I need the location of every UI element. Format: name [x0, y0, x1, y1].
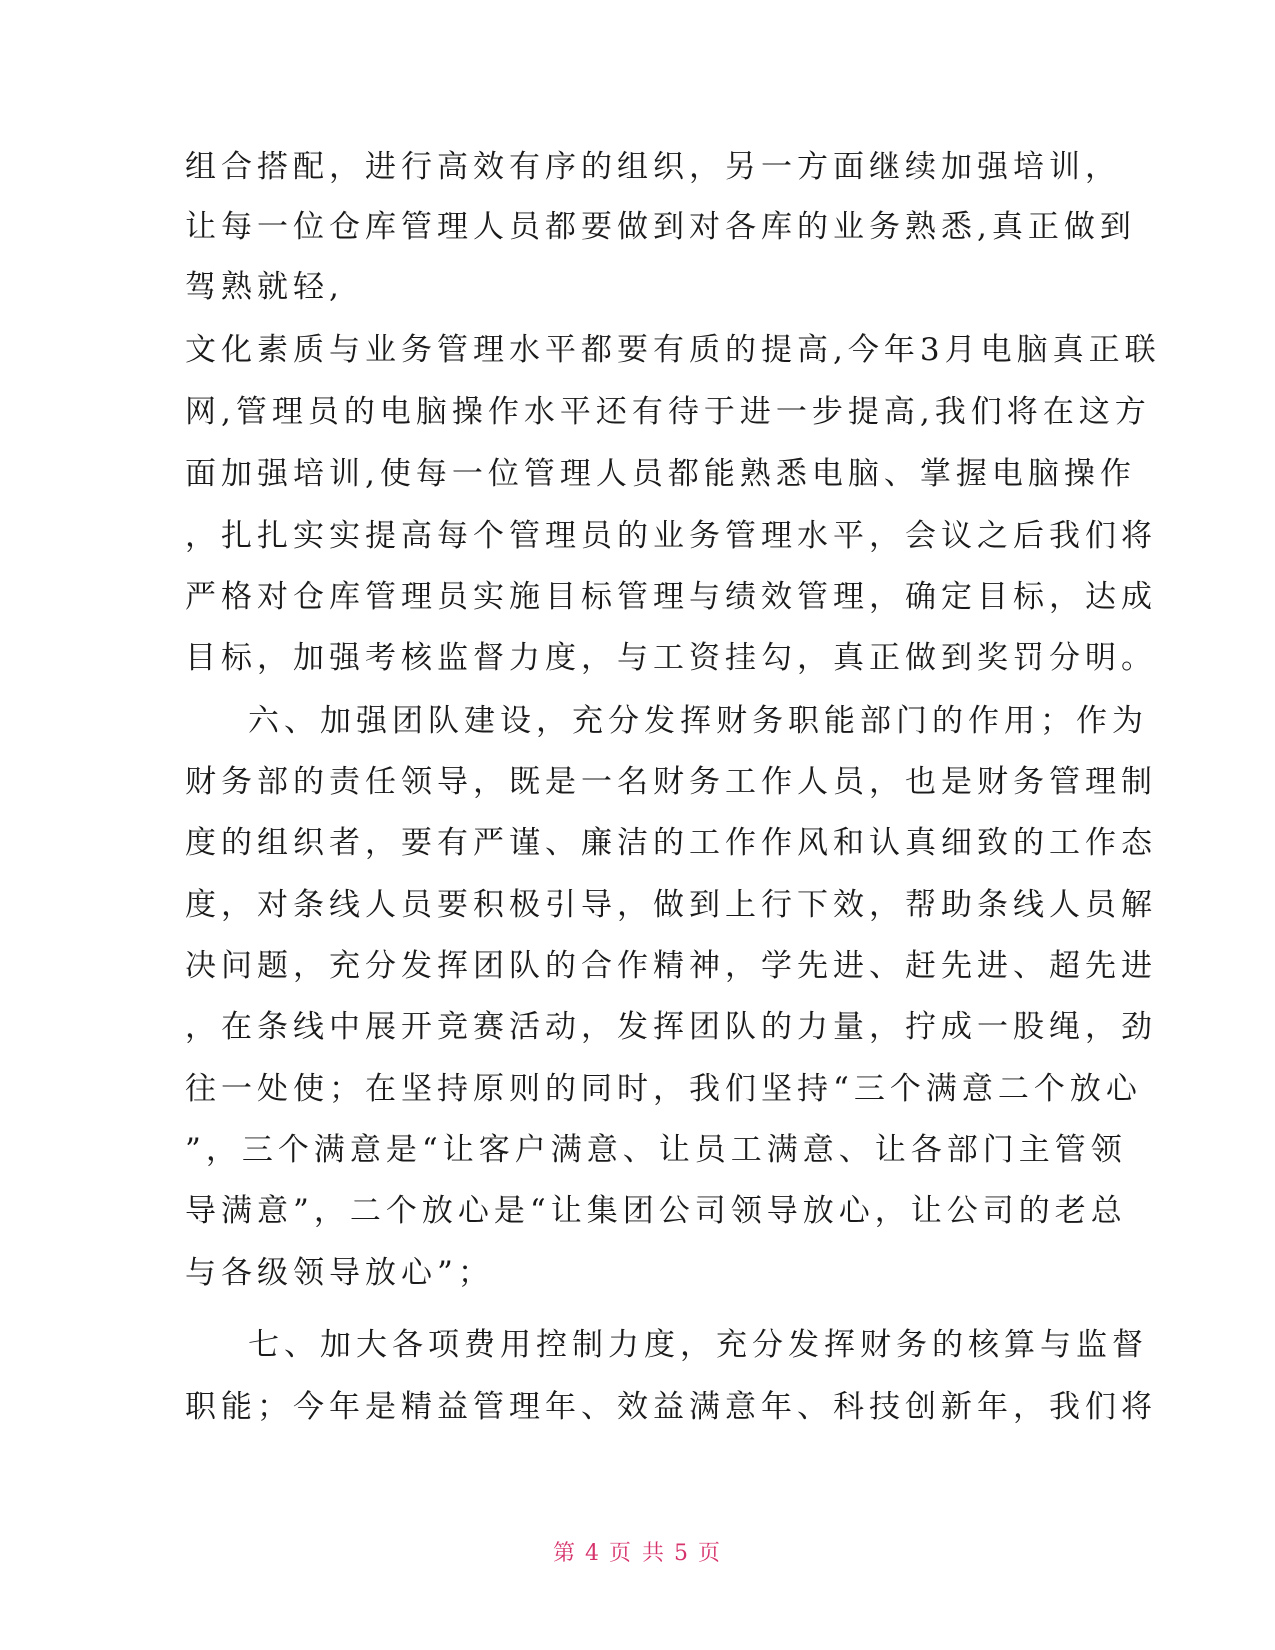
section-heading-7: 七、加大各项费用控制力度，充分发挥财务的核算与监督	[248, 1327, 1148, 1363]
text-line: 财务部的责任领导，既是一名财务工作人员，也是财务管理制	[185, 764, 1157, 800]
footer-prefix: 第	[552, 1541, 577, 1566]
text-line: 度的组织者，要有严谨、廉洁的工作作风和认真细致的工作态	[185, 825, 1157, 861]
text-line: ，扎扎实实提高每个管理员的业务管理水平，会议之后我们将	[185, 518, 1157, 554]
text-line: 文化素质与业务管理水平都要有质的提高,今年3月电脑真正联	[185, 332, 1161, 368]
footer-mid: 页 共	[609, 1541, 666, 1566]
text-line: 与各级领导放心”；	[185, 1255, 494, 1291]
text-line: 目标，加强考核监督力度，与工资挂勾，真正做到奖罚分明。	[185, 640, 1157, 676]
text-line: 让每一位仓库管理人员都要做到对各库的业务熟悉,真正做到	[185, 209, 1136, 245]
page-footer	[0, 1536, 1275, 1567]
text-line: 导满意”，二个放心是“让集团公司领导放心，让公司的老总	[185, 1193, 1127, 1229]
text-line: 职能；今年是精益管理年、效益满意年、科技创新年，我们将	[185, 1389, 1157, 1425]
text-line: 度，对条线人员要积极引导，做到上行下效，帮助条线人员解	[185, 887, 1157, 923]
text-line: 网,管理员的电脑操作水平还有待于进一步提高,我们将在这方	[185, 394, 1151, 430]
footer-total-pages: 5	[674, 1541, 690, 1566]
text-line: 严格对仓库管理员实施目标管理与绩效管理，确定目标，达成	[185, 579, 1157, 615]
text-line: 往一处使；在坚持原则的同时，我们坚持“三个满意二个放心	[185, 1071, 1142, 1107]
footer-suffix: 页	[698, 1541, 723, 1566]
text-line: ，在条线中展开竞赛活动，发挥团队的力量，拧成一股绳，劲	[185, 1009, 1157, 1045]
text-line: 组合搭配，进行高效有序的组织，另一方面继续加强培训，	[185, 149, 1121, 185]
text-line: 决问题，充分发挥团队的合作精神，学先进、赶先进、超先进	[185, 948, 1157, 984]
text-line: 面加强培训,使每一位管理人员都能熟悉电脑、掌握电脑操作	[185, 456, 1136, 492]
text-line: ”，三个满意是“让客户满意、让员工满意、让各部门主管领	[185, 1132, 1127, 1168]
text-line: 驾熟就轻,	[185, 269, 344, 305]
footer-page-number: 4	[585, 1541, 601, 1566]
section-heading-6: 六、加强团队建设，充分发挥财务职能部门的作用；作为	[248, 703, 1148, 739]
